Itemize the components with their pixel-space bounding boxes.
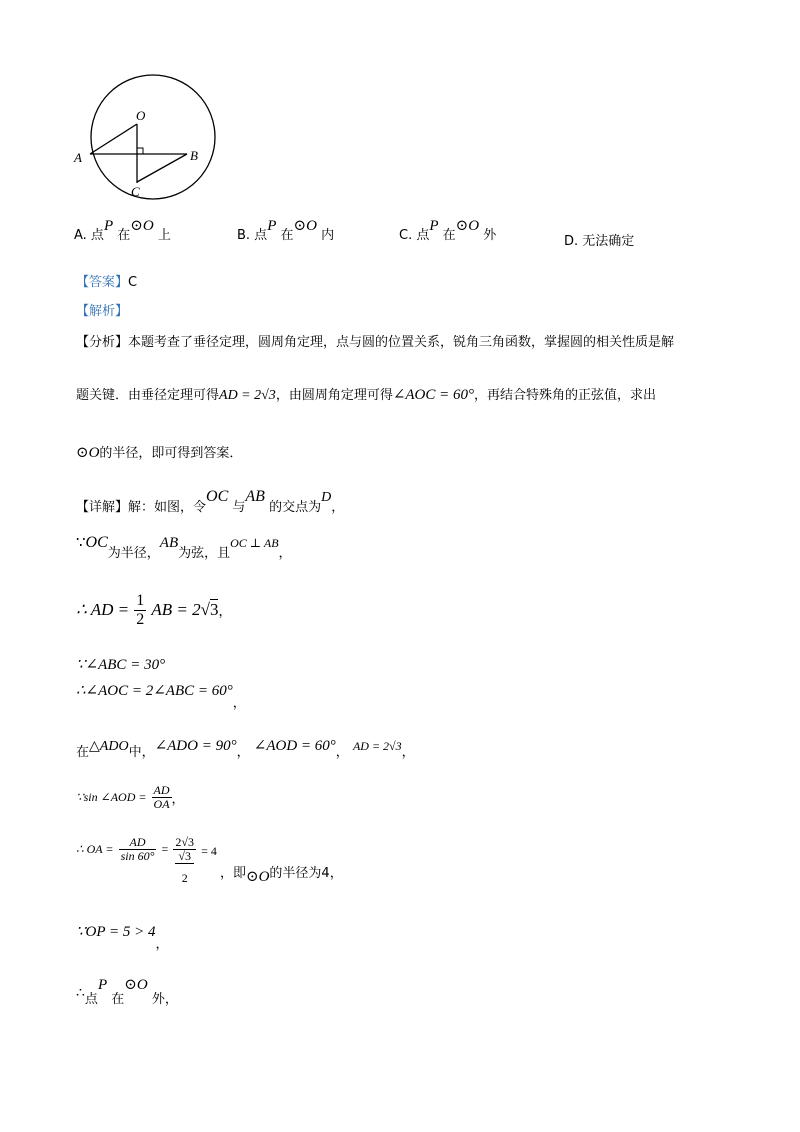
option-c-prefix: C. 点 (399, 228, 430, 243)
detail-6-sep-1: ， (236, 745, 250, 760)
detail-line-4: ∵∠ABC = 30° (76, 657, 166, 673)
label-o: O (136, 108, 146, 123)
fraction-numerator: 1 (136, 592, 145, 609)
segment-bc (137, 154, 187, 182)
option-c-circle: ⊙O (455, 218, 480, 234)
fenxi-math-aoc: ∠AOC = 60° (392, 387, 475, 403)
fenxi-math-ad: AD = 2√3 (219, 388, 276, 403)
fenxi-text-b: ，由圆周角定理可得 (275, 388, 393, 403)
fraction-nested-den (173, 850, 196, 885)
detail-5-end: ， (232, 696, 246, 711)
detail-7-end: ， (171, 792, 185, 808)
label-a: A (74, 150, 82, 165)
answer-line (76, 271, 137, 290)
detail-9-math: ∵OP = 5 > 4 (76, 924, 156, 940)
fraction-oa: OA (153, 797, 170, 812)
detail-10-text-b: 在 (111, 992, 125, 1007)
option-b-circle: ⊙O (293, 218, 317, 234)
fraction-sin60: sin 60° (120, 849, 155, 864)
result-four: = 4 (201, 844, 217, 858)
fraction-denominator: 2 (136, 610, 145, 628)
fraction-ad: AD (153, 783, 170, 797)
detail-1-text-c: 的交点为 (269, 500, 322, 515)
detail-1-oc: OC (206, 488, 229, 505)
fraction-ad-numerator: AD (119, 836, 157, 850)
detail-8-circle: ⊙O (246, 869, 270, 885)
answer-value: C (128, 275, 138, 290)
fraction-2root3: 2√3 (175, 835, 194, 849)
detail-1-ab: AB (245, 488, 265, 505)
equals-sign: = (161, 842, 169, 857)
option-b-point: P (267, 218, 277, 234)
detail-10-text-c: 外， (151, 992, 178, 1007)
detail-2-ab: AB (159, 535, 179, 551)
circle-figure (70, 62, 230, 207)
detail-line-8-tail (220, 862, 343, 885)
detail-6-angle-aod: ∠AOD = 60° (253, 738, 336, 754)
detail-6-text-b: 中， (128, 745, 155, 760)
detail-10-circle: ⊙O (124, 977, 148, 993)
fraction-ad-sin60 (119, 836, 157, 863)
detail-line-2 (76, 532, 292, 561)
detail-1-d: D (321, 490, 332, 505)
detail-line-7 (76, 784, 185, 811)
fenxi-text-a: 题关键．由垂径定理可得 (76, 388, 220, 403)
fenxi-text-c: ，再结合特殊角的正弦值，求出 (474, 388, 657, 403)
answer-label: 【答案】 (76, 275, 129, 290)
detail-8-text-a: ，即 (220, 866, 247, 881)
fenxi-circle: ⊙O (76, 445, 100, 461)
option-c-suffix: 外 (483, 228, 497, 243)
detail-10-point: P (97, 977, 108, 993)
option-d-text: D. 无法确定 (564, 234, 635, 249)
option-a (74, 218, 171, 244)
right-angle-mark (137, 148, 143, 154)
because-symbol: ∵ (76, 535, 86, 551)
detail-10-text-a: 点 (84, 992, 98, 1007)
detail-3-radicand: 3 (209, 600, 219, 620)
label-c: C (131, 184, 140, 199)
detail-5-math: ∴∠AOC = 2∠ABC = 60° (76, 683, 233, 699)
detail-6-end: ， (401, 745, 415, 760)
detail-2-oc: OC (85, 534, 108, 551)
fraction-one-half (134, 592, 146, 628)
detail-3-rhs: AB = 2 (151, 600, 201, 620)
detail-7-lhs: ∵sin ∠AOD = (76, 790, 147, 805)
detail-line-1 (76, 488, 345, 515)
option-c-point: P (429, 218, 439, 234)
detail-2-perp: OC ⊥ AB (230, 536, 279, 550)
label-b: B (190, 148, 198, 163)
segment-oa (90, 124, 137, 154)
option-a-suffix: 上 (157, 228, 171, 243)
detail-line-3: ∴ AD = $\frac{1}{2}$ AB = 2√3， (76, 592, 232, 628)
fenxi-line-1: 【分析】本题考查了垂径定理，圆周角定理，点与圆的位置关系，锐角三角函数，掌握圆的相关性质是解 (76, 335, 675, 350)
option-d (564, 230, 634, 249)
fenxi-text-end: 的半径，即可得到答案． (99, 446, 243, 461)
detail-2-end: ， (278, 546, 292, 561)
detail-9-end: ， (155, 937, 169, 952)
detail-2-text-a: 为半径， (107, 546, 160, 561)
detail-1-end: ， (331, 500, 345, 515)
option-b-suffix: 内 (321, 228, 335, 243)
detail-line-6 (76, 735, 415, 760)
option-a-point: P (103, 218, 114, 234)
detail-1-text-b: 与 (232, 500, 246, 515)
option-a-zai: 在 (117, 228, 131, 243)
detail-3-end: ， (218, 604, 232, 620)
fraction-ad-oa (152, 784, 172, 811)
detail-line-9 (76, 921, 169, 952)
nested-root3: √3 (175, 850, 194, 864)
option-b-prefix: B. 点 (237, 228, 268, 243)
fenxi-line-2 (76, 384, 656, 404)
detail-8-text-b: 的半径为4， (269, 866, 343, 881)
detail-3-lhs: ∴ AD = (76, 600, 130, 620)
therefore-symbol: ∴ (76, 986, 85, 1001)
analysis-label: 【解析】 (76, 304, 129, 319)
fenxi-line-3 (76, 442, 242, 462)
detail-6-angle-ado: ∠ADO = 90° (154, 738, 237, 754)
detail-line-10 (76, 974, 178, 1007)
option-b (237, 218, 335, 244)
option-c-zai: 在 (442, 228, 456, 243)
detail-line-5 (76, 680, 246, 711)
detail-line-8 (76, 836, 217, 886)
option-a-circle: ⊙O (130, 218, 154, 234)
option-a-prefix: A. 点 (74, 228, 104, 243)
detail-8-lhs: ∴ OA = (76, 842, 114, 857)
option-b-zai: 在 (280, 228, 294, 243)
detail-6-ad: AD = 2√3 (352, 739, 402, 753)
detail-1-text-a: 【详解】解：如图，令 (76, 500, 207, 515)
detail-6-sep-2: ， (335, 745, 349, 760)
nested-two: 2 (181, 871, 188, 886)
triangle-ado: △ADO (89, 739, 129, 754)
detail-2-text-b: 为弦，且 (178, 546, 231, 561)
detail-6-text-a: 在 (76, 745, 90, 760)
circle-o (91, 75, 215, 199)
option-c (399, 218, 497, 244)
fraction-complex (173, 836, 196, 886)
